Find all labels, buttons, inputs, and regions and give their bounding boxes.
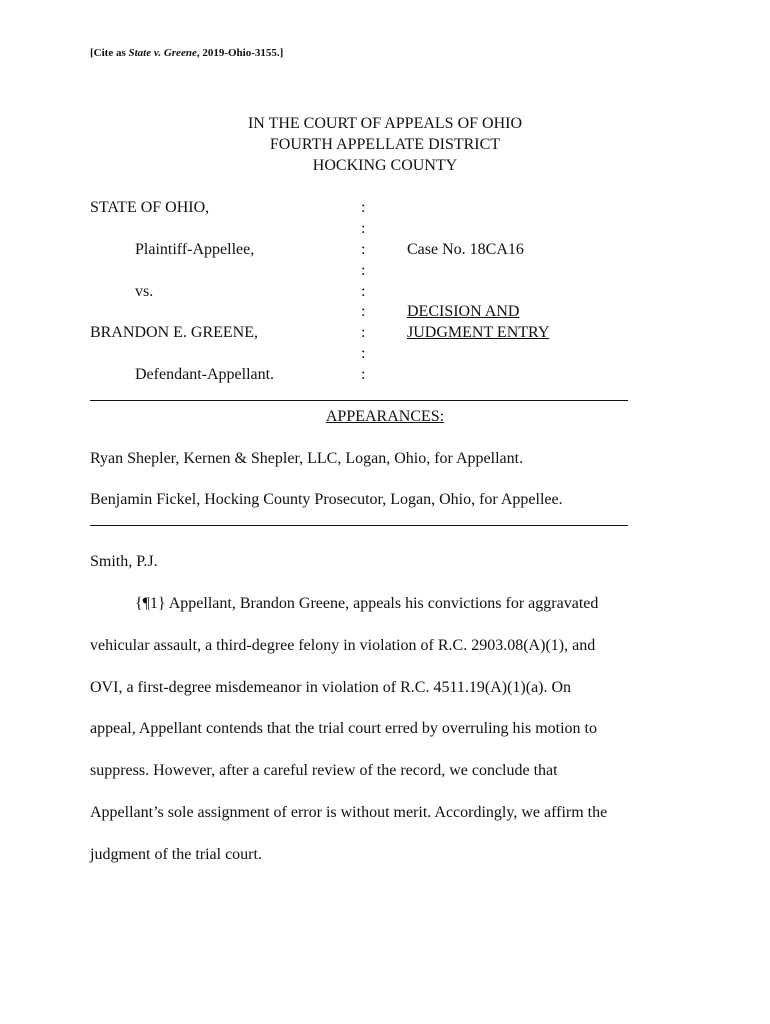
- appearances-divider: [90, 525, 628, 526]
- opinion-line: appeal, Appellant contends that the trial court erred by overruling his motion to: [90, 720, 597, 737]
- caption-colon: :: [361, 345, 366, 362]
- opinion-line: {¶1} Appellant, Brandon Greene, appeals his convictions for aggravated: [135, 595, 599, 612]
- opinion-line: Appellant’s sole assignment of error is without merit. Accordingly, we affirm the: [90, 804, 608, 821]
- decision-title-line1: DECISION AND: [407, 303, 520, 320]
- decision-title-line2: JUDGMENT ENTRY: [407, 324, 550, 341]
- opinion-line: suppress. However, after a careful review of the record, we conclude that: [90, 762, 558, 779]
- defendant-name: BRANDON E. GREENE,: [90, 324, 258, 341]
- citation-prefix: [Cite as: [90, 47, 129, 59]
- plaintiff-name: STATE OF OHIO,: [90, 199, 210, 216]
- caption-colon: :: [361, 283, 366, 300]
- appellant-counsel: Ryan Shepler, Kernen & Shepler, LLC, Logan, Ohio, for Appellant.: [90, 450, 524, 467]
- appellee-counsel: Benjamin Fickel, Hocking County Prosecutor, Logan, Ohio, for Appellee.: [90, 491, 563, 508]
- citation-header: [90, 47, 283, 59]
- defendant-role: Defendant-Appellant.: [135, 366, 275, 383]
- versus-label: vs.: [135, 283, 154, 300]
- citation-suffix: , 2019-Ohio-3155.]: [196, 47, 284, 59]
- caption-colon: :: [361, 324, 366, 341]
- court-district: FOURTH APPELLATE DISTRICT: [269, 136, 501, 153]
- caption-colon: :: [361, 220, 366, 237]
- caption-colon: :: [361, 366, 366, 383]
- caption-colon: :: [361, 262, 366, 279]
- opinion-line: judgment of the trial court.: [90, 846, 262, 863]
- opinion-line: vehicular assault, a third-degree felony in violation of R.C. 2903.08(A)(1), and: [90, 637, 596, 654]
- caption-colon: :: [361, 303, 366, 320]
- court-county: HOCKING COUNTY: [312, 157, 458, 174]
- caption-colon: :: [361, 241, 366, 258]
- appearances-heading: APPEARANCES:: [325, 408, 445, 425]
- court-name: IN THE COURT OF APPEALS OF OHIO: [247, 115, 523, 132]
- citation-case-name: State v. Greene: [128, 47, 197, 59]
- plaintiff-role: Plaintiff-Appellee,: [135, 241, 255, 258]
- opinion-author: Smith, P.J.: [90, 553, 158, 570]
- opinion-line: OVI, a first-degree misdemeanor in violation of R.C. 4511.19(A)(1)(a). On: [90, 679, 572, 696]
- case-number: Case No. 18CA16: [407, 241, 524, 258]
- caption-colon: :: [361, 199, 366, 216]
- caption-divider: [90, 400, 628, 401]
